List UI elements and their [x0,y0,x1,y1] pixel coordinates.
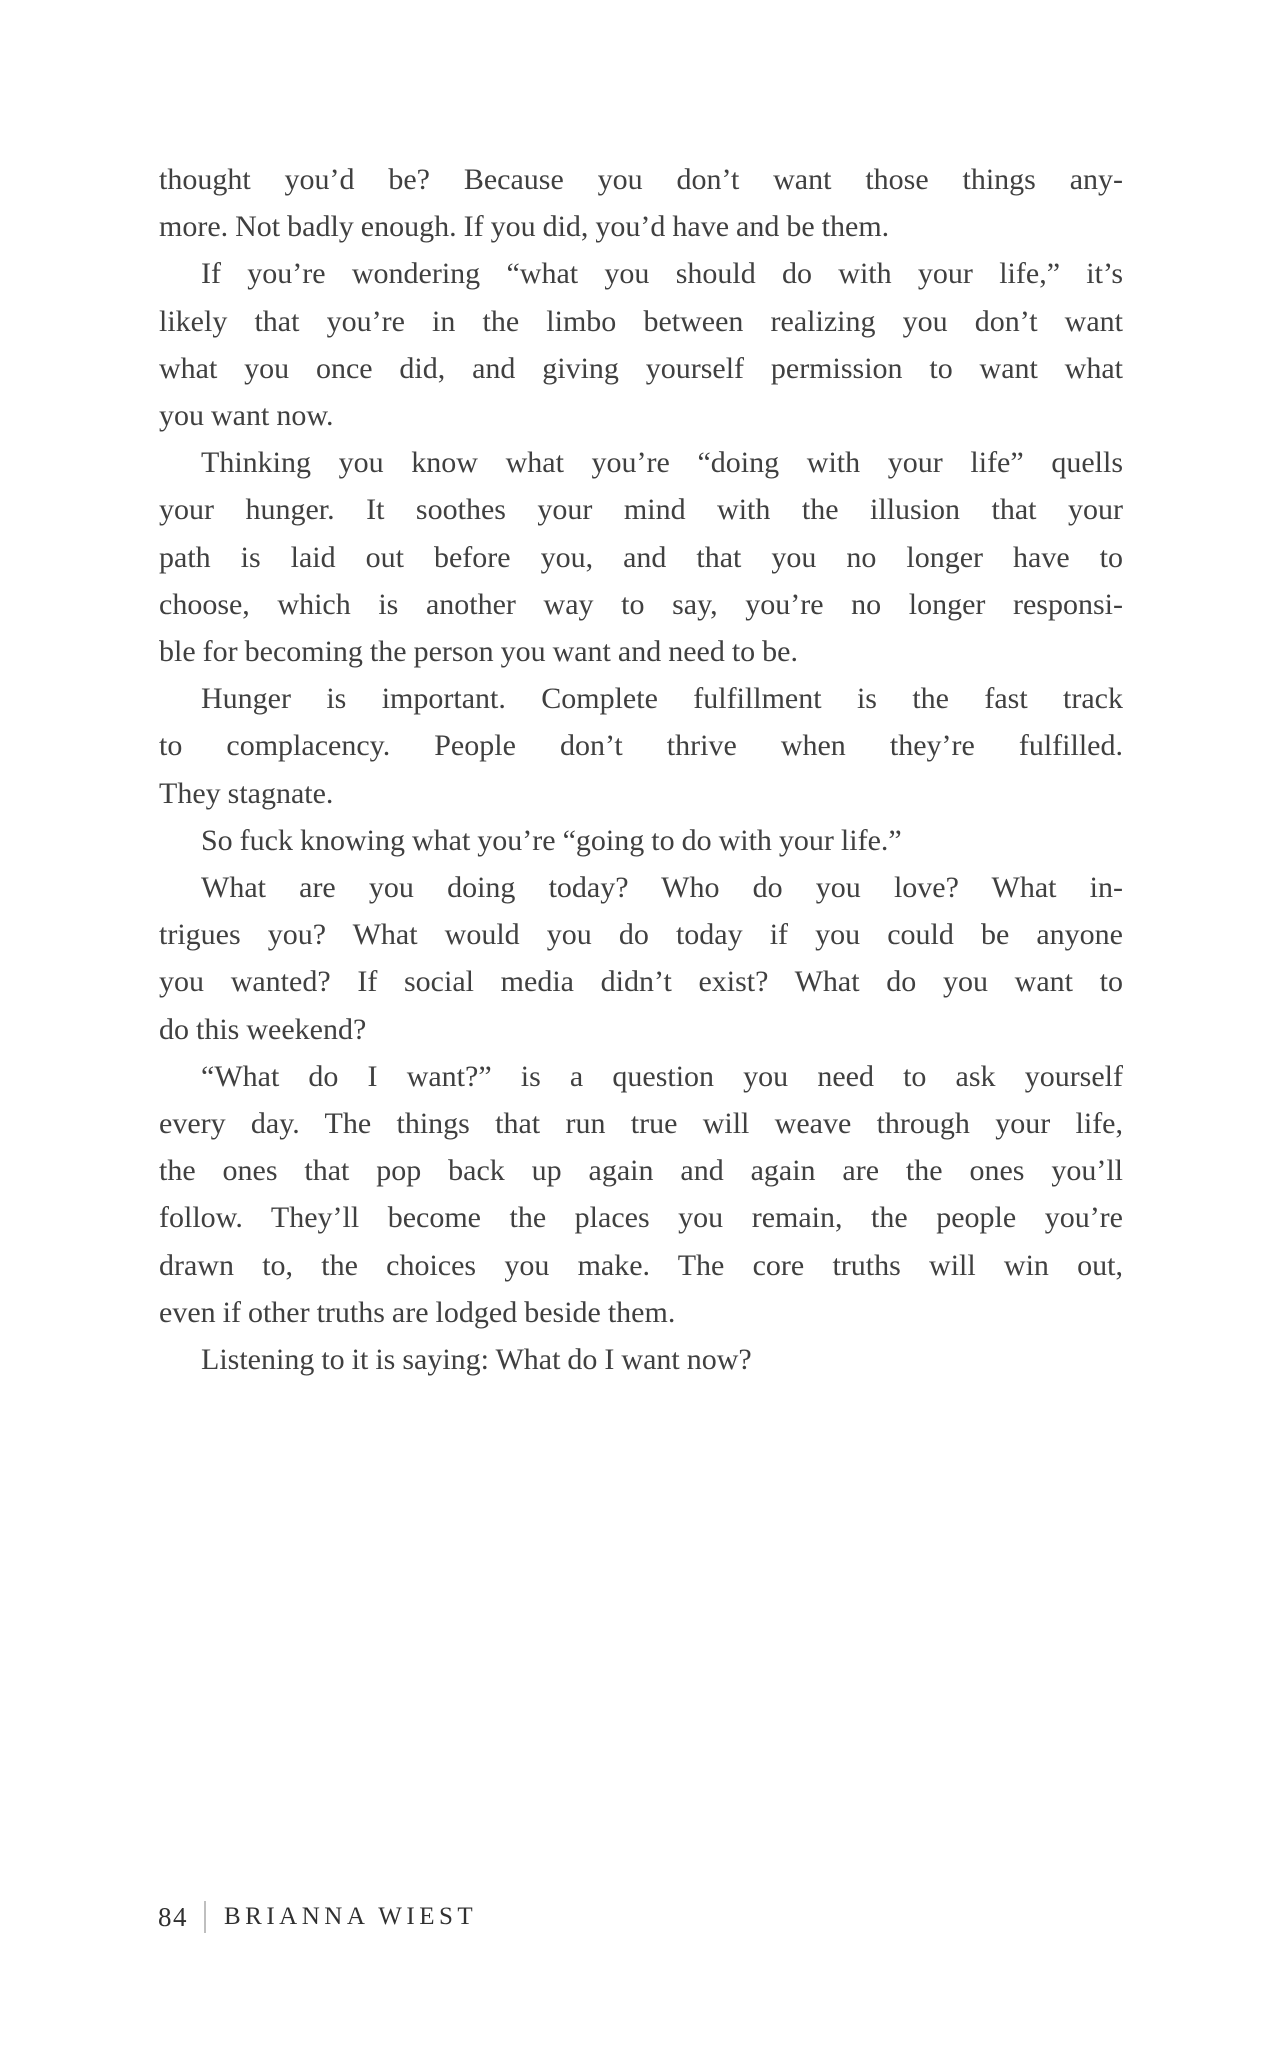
text-line: choose, which is another way to say, you’re no longer responsi- [159,587,1123,621]
page-footer [158,1896,477,1938]
text-line: to complacency. People don’t thrive when they’re fulfilled. [159,729,1123,763]
text-line: you want now. [159,399,334,433]
paragraph [159,1336,1123,1383]
text-line: Thinking you know what you’re “doing with your life” quells [201,446,1123,480]
text-line: every day. The things that run true will weave through your life, [159,1107,1123,1141]
text-line: follow. They’ll become the places you remain, the people you’re [159,1201,1123,1235]
text-line: even if other truths are lodged beside them. [159,1295,676,1329]
paragraph [159,675,1123,817]
paragraph [159,439,1123,675]
text-line: what you once did, and giving yourself permission to want what [159,351,1123,385]
paragraph [159,864,1123,1053]
text-line: the ones that pop back up again and again are the ones you’ll [159,1154,1123,1188]
text-line: path is laid out before you, and that you no longer have to [159,540,1123,574]
text-line: more. Not badly enough. If you did, you’d have and be them. [159,210,890,244]
paragraph [159,1053,1123,1336]
text-line: you wanted? If social media didn’t exist? What do you want to [159,965,1123,999]
text-line: drawn to, the choices you make. The core truths will win out, [159,1248,1123,1282]
page-body-text [159,156,1123,1383]
text-line: your hunger. It soothes your mind with the illusion that your [159,493,1123,527]
text-line: So fuck knowing what you’re “going to do with your life.” [201,823,902,857]
text-line: Hunger is important. Complete fulfillment is the fast track [201,682,1123,716]
paragraph [159,250,1123,439]
text-line: likely that you’re in the limbo between realizing you don’t want [159,304,1123,338]
text-line: “What do I want?” is a question you need to ask yourself [201,1059,1123,1093]
text-line: If you’re wondering “what you should do with your life,” it’s [201,257,1123,291]
author-name: BRIANNA WIEST [224,1903,478,1930]
text-line: Listening to it is saying: What do I want now? [201,1343,752,1377]
text-line: thought you’d be? Because you don’t want those things any- [159,163,1123,196]
text-line: They stagnate. [159,776,334,810]
page-number: 84 [158,1901,188,1932]
paragraph [159,817,1123,864]
text-line: trigues you? What would you do today if you could be anyone [159,918,1123,952]
footer-divider-line [204,1901,206,1933]
text-line: do this weekend? [159,1012,367,1046]
paragraph [159,156,1123,250]
text-line: What are you doing today? Who do you love? What in- [201,871,1123,905]
text-line: ble for becoming the person you want and need to be. [159,635,798,669]
